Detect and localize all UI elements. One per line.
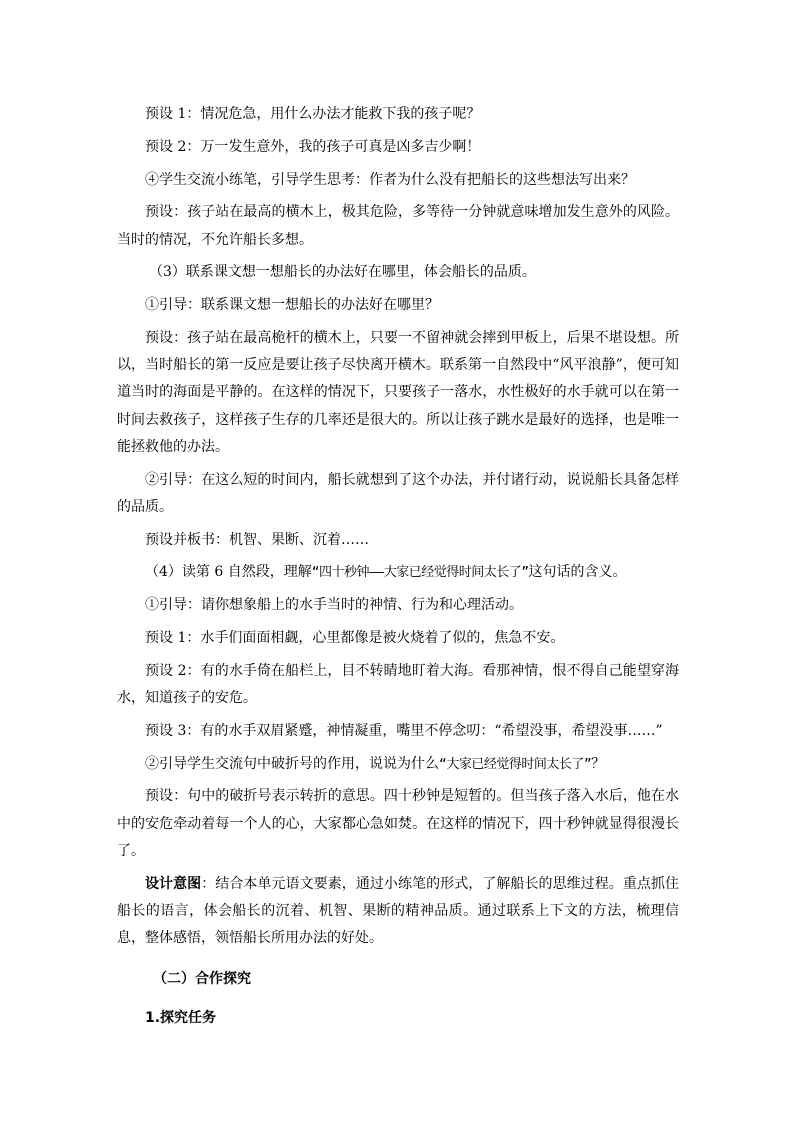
document-page bbox=[117, 99, 679, 1035]
dash-quote: “大家已经觉得时间太长了” bbox=[439, 756, 592, 772]
paragraph-sailor-1: 预设 1：水手们面面相觑，心里都像是被火烧着了似的，焦急不安。 bbox=[145, 629, 565, 646]
step-4-lead: （4）读第 6 自然段，理解 bbox=[145, 564, 312, 581]
step-4-tail: 这句话的含义。 bbox=[528, 564, 627, 581]
section-heading: （二）合作探究 bbox=[153, 971, 251, 988]
paragraph-guide-1: ①引导：联系课文想一想船长的办法好在哪里？ bbox=[145, 297, 439, 314]
design-intent-text: ：结合本单元语文要素，通过小练笔的形式，了解船长的思维过程。重点抓住船长的语言，体会船长的沉着、机智、果断的精神品质。通过联系上下文的方法，梳理信息，整体感悟，领悟船长所用办法的好处。 bbox=[117, 875, 680, 946]
paragraph-preset-answer: 预设：孩子站在最高的横木上，极其危险，多等待一分钟就意味增加发生意外的风险。当时的情况，不允许船长多想。 bbox=[117, 204, 679, 248]
paragraph-preset-1: 预设 1：情况危急，用什么办法才能救下我的孩子呢？ bbox=[145, 106, 481, 122]
paragraph-board-notes: 预设并板书：机智、果断、沉着…… bbox=[145, 531, 369, 548]
sub-heading: 1.探究任务 bbox=[145, 1010, 217, 1027]
paragraph-guide-2: ②引导：在这么短的时间内，船长就想到了这个办法，并付诸行动，说说船长具备怎样的品质。 bbox=[117, 471, 679, 515]
paragraph-dash-question bbox=[117, 749, 679, 780]
dash-tail: ？ bbox=[591, 755, 606, 772]
paragraph-preset-2: 预设 2：万一发生意外，我的孩子可真是凶多吉少啊！ bbox=[145, 138, 481, 155]
paragraph-design-intent bbox=[117, 869, 679, 955]
paragraph-step-3: （3）联系课文想一想船长的办法好在哪里，体会船长的品质。 bbox=[149, 264, 536, 281]
paragraph-preset-long: 预设：孩子站在最高桅杆的横木上，只要一不留神就会摔到甲板上，后果不堪设想。所以，当时船长的第一反应是要让孩子尽快离开横木。联系第一自然段中“风平浪静”，便可知道当时的海面是平静的。在这样的情况下，只要孩子一落水，水性极好的水手就可以在第一时间去救孩子，这样孩子生存的几率还是很大的。所以让孩子跳水是最好的选择，也是唯一能拯救他的办法。 bbox=[117, 329, 679, 455]
paragraph-dash-answer: 预设：句中的破折号表示转折的意思。四十秒钟是短暂的。但当孩子落入水后，他在水中的安危牵动着每一个人的心，大家都心急如焚。在这样的情况下，四十秒钟就显得很漫长了。 bbox=[117, 788, 679, 859]
dash-lead: ②引导学生交流句中破折号的作用，说说为什么 bbox=[145, 755, 439, 772]
paragraph-sailor-3: 预设 3：有的水手双眉紧蹙，神情凝重，嘴里不停念叨：“希望没事，希望没事……” bbox=[145, 722, 663, 739]
paragraph-exchange: ④学生交流小练笔，引导学生思考：作者为什么没有把船长的这些想法写出来？ bbox=[145, 171, 635, 188]
paragraph-step-4 bbox=[117, 557, 679, 588]
design-intent-label: 设计意图 bbox=[145, 875, 202, 892]
paragraph-guide-imagine: ①引导：请你想象船上的水手当时的神情、行为和心理活动。 bbox=[145, 597, 523, 614]
step-4-quote: “四十秒钟——大家已经觉得时间太长了” bbox=[311, 565, 529, 581]
paragraph-sailor-2: 预设 2：有的水手倚在船栏上，目不转睛地盯着大海。看那神情，恨不得自己能望穿海水，知道孩子的安危。 bbox=[117, 662, 679, 706]
